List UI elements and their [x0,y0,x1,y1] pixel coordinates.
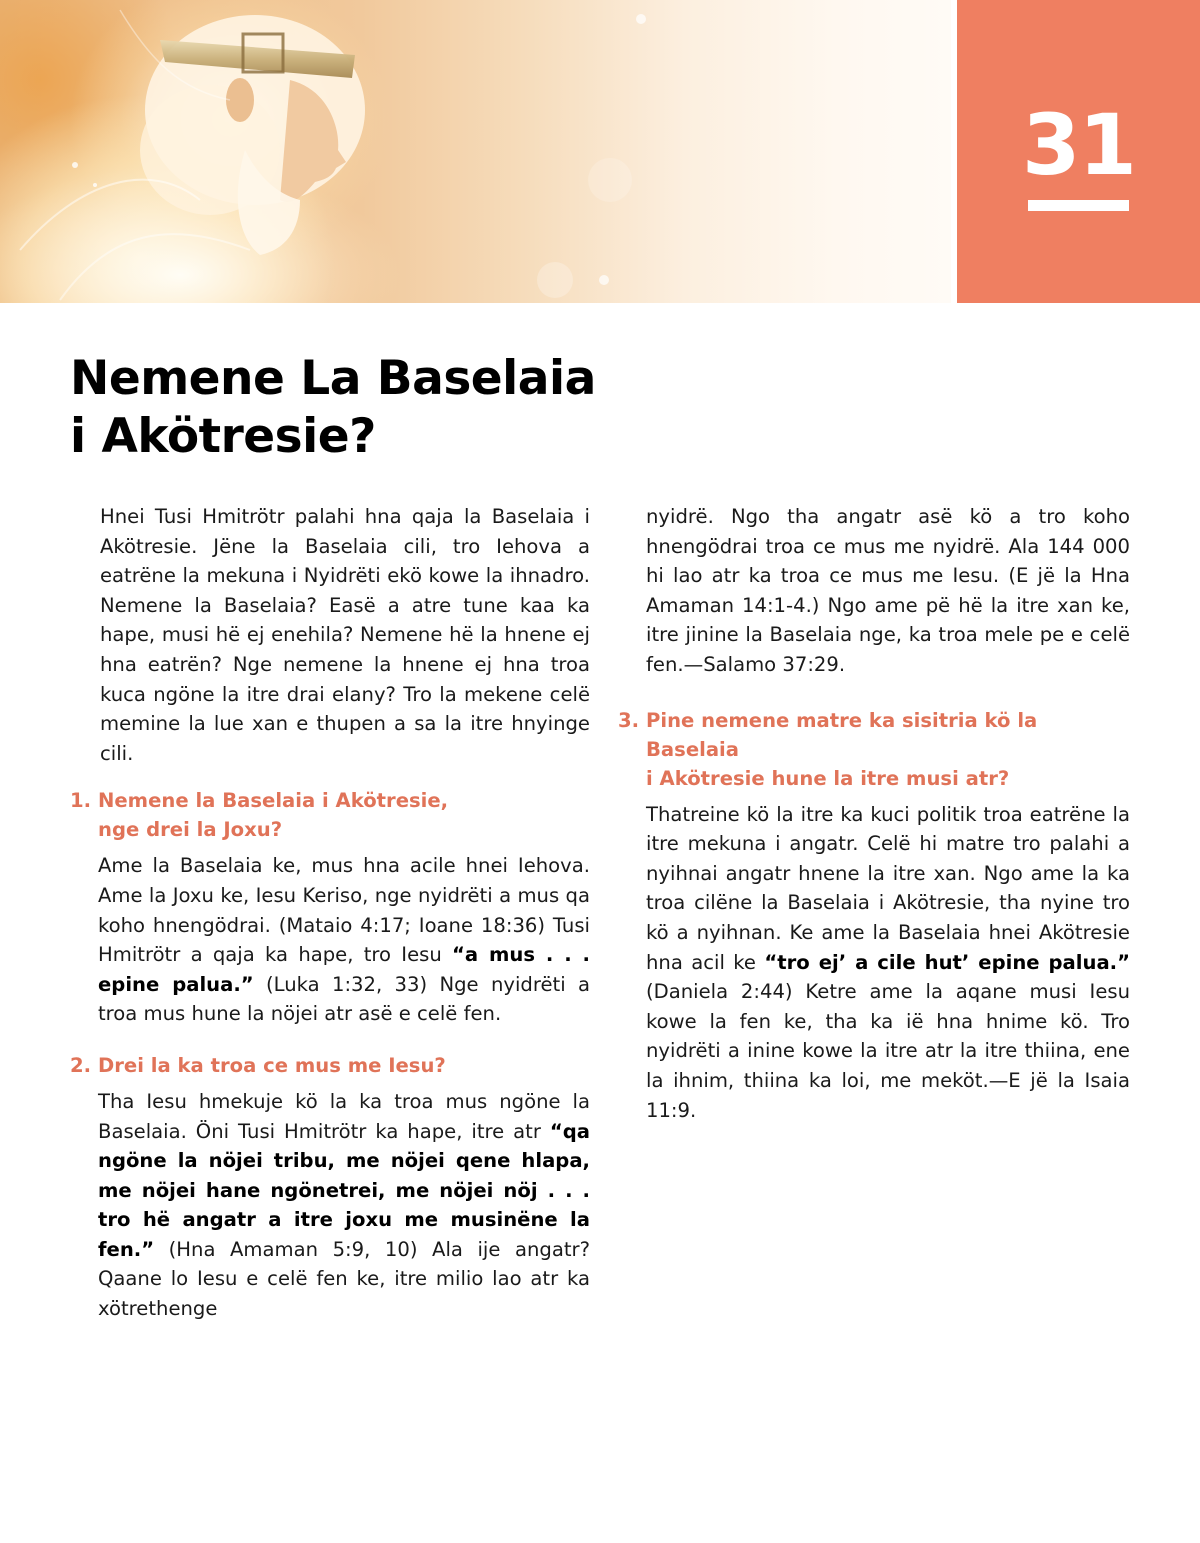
question-2 [70,1051,590,1080]
answer-text: Thatreine kö la itre ka kuci politik troa eatrëne la itre mekuna i angatr. Celë hi matre tro palahi a nyihnai angatr hnene la itre xan. Ngo ame la ka troa cilëne la Baselaia i Akötresie, tha nyine tro kö a nyihnan. Ke ame la Baselaia hnei Akötresie hna acil ke [646,802,1130,974]
page-title-line-2: i Akötresie? [70,409,376,464]
question-line: i Akötresie hune la itre musi atr? [646,766,1010,790]
answer-text: Ame la Baselaia ke, mus hna acile hnei Iehova. Ame la Joxu ke, Iesu Keriso, nge nyidrëti a mus qa koho hnengödrai. (Mataio 4:17; Ioane 18:36) Tusi Hmitrötr a qaja ka hape, tro Iesu [98,854,590,967]
question-line: Pine nemene matre ka sisitria kö la Baselaia [646,708,1038,761]
lesson-number-badge [957,0,1200,303]
question-1 [70,786,590,844]
answer-text: Tha Iesu hmekuje kö la ka troa mus ngöne la Baselaia. Öni Tusi Hmitrötr ka hape, itre atr [98,1089,590,1143]
question-line: Nemene la Baselaia i Akötresie, [98,789,449,813]
question-text [646,706,1130,793]
scripture-quote: “qa ngöne la nöjei tribu, me nöjei qene hlapa, me nöjei hane ngönetrei, me nöjei nöj . . . tro hë angatr a itre joxu me musinëne la fen.” [98,1119,590,1261]
answer-text: (Luka 1:32, 33) Nge nyidrëti a troa mus hune la nöjei atr asë e celë fen. [98,972,590,1026]
page-title-line-1: Nemene La Baselaia [70,351,596,406]
answer-text: (Daniela 2:44) Ketre ame la aqane musi Iesu kowe la fen ke, tha ka ië hna hnime kö. Tro nyidrëti a inine kowe la itre atr la itre thiina, ene la ihnim, thiina ka loi, me meköt.—E jë la Isaia 11:9. [646,980,1130,1122]
question-line: nge drei la Joxu? [98,818,283,842]
header-illustration [0,0,951,303]
answer-2 [70,1087,590,1324]
answer-1 [70,851,590,1029]
left-column [70,502,590,1324]
question-number: 3. [618,708,640,732]
question-text [98,786,590,844]
answer-text: nyidrë. Ngo tha angatr asë kö a tro koho hnengödrai troa ce mus me nyidrë. Ala 144 000 hi lao atr ka troa ce mus me Iesu. (E jë la Hna Amaman 14:1-4.) Ngo ame pë hë la itre xan ke, itre jinine la Baselaia nge, ka troa mele pe e celë fen.—Salamo 37:29. [646,505,1130,676]
scripture-quote: “a mus . . . epine palua.” [98,943,590,996]
right-column [618,502,1130,1125]
question-number: 1. [70,789,92,813]
answer-3 [618,800,1130,1126]
king-figure-icon [0,0,951,303]
answer-text: (Hna Amaman 5:9, 10) Ala ije angatr? Qaane lo Iesu e celë fen ke, itre milio lao atr ka xötrethenge [98,1237,590,1321]
intro-text: Hnei Tusi Hmitrötr palahi hna qaja la Baselaia i Akötresie. Jëne la Baselaia cili, tro Iehova a eatrëne la mekuna i Nyidrëti ekö kowe la ihnadro. Nemene la Baselaia? Easë a atre tune kaa ka hape, musi hë ej enehila? Nemene hë la hnene ej hna eatrën? Nge nemene la hnene ej hna troa kuca ngöne la itre drai elany? Tro la mekene celë memine la lue xan e thupen a sa la itre hnyinge cili. [100,505,590,765]
scripture-quote: “tro ej’ a cile hut’ epine palua.” [764,950,1130,974]
lesson-number-underline [1028,200,1129,211]
question-3 [618,706,1130,793]
question-number: 2. [70,1053,92,1077]
lesson-number: 31 [1022,96,1135,194]
intro-paragraph [70,502,590,768]
question-text: Drei la ka troa ce mus me Iesu? [98,1053,446,1077]
page-title [70,350,630,466]
answer-2-continued [618,502,1130,680]
